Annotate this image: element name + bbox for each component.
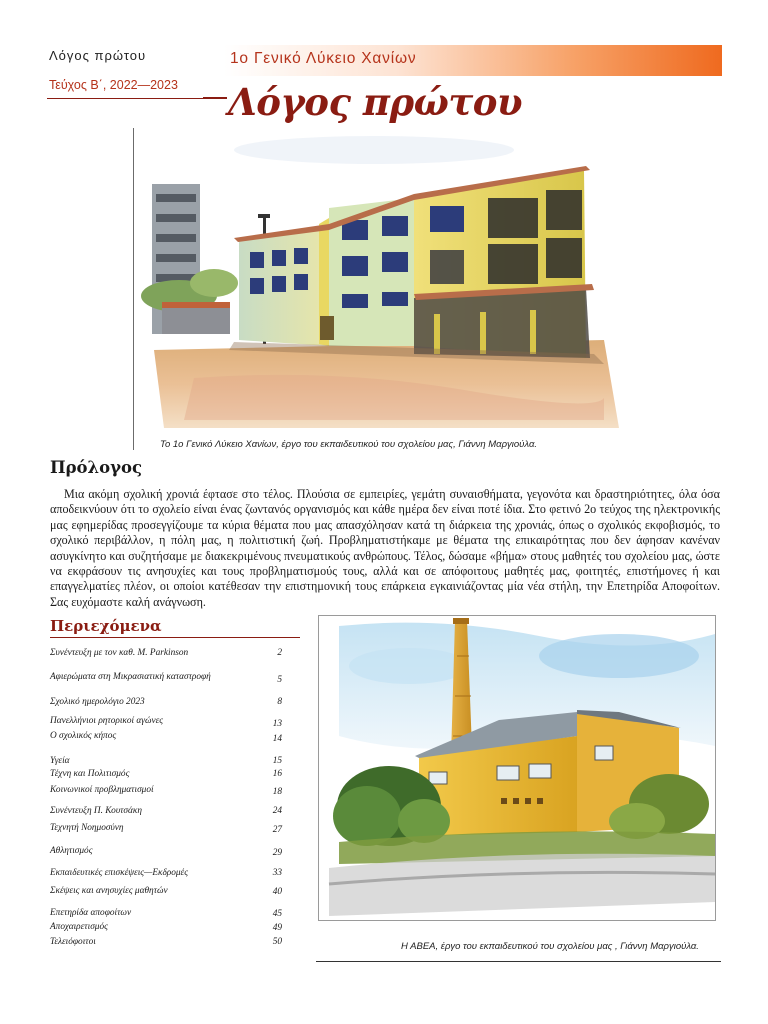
toc-item-page: 18 [272, 787, 282, 797]
toc-item-title: Πανελλήνιοι ρητορικοί αγώνες [50, 716, 164, 726]
toc-item-title: Σκέψεις και ανησυχίες μαθητών [50, 886, 168, 896]
contents-heading: Περιεχόμενα [50, 617, 162, 635]
toc-item-title: Κοινωνικοί προβληματισμοί [50, 785, 154, 795]
toc-item-page: 49 [272, 923, 282, 933]
toc-item-title: Συνέντευξη Π. Κουτσάκη [50, 806, 142, 816]
toc-item-page: 13 [272, 719, 282, 729]
toc-item-title: Επετηρίδα αποφοίτων [50, 908, 132, 918]
toc-item-page: 16 [272, 769, 282, 779]
school-banner-text: 1ο Γενικό Λύκειο Χανίων [230, 50, 417, 67]
toc-item-page: 27 [272, 825, 282, 835]
toc-item-title: Υγεία [50, 756, 70, 766]
toc-item-page: 2 [277, 648, 282, 658]
masthead-title: Λόγος πρώτου [228, 80, 523, 124]
school-building-painting [133, 128, 620, 450]
contents-rule [50, 637, 300, 638]
bottom-figure-caption: Η ΑΒΕΑ, έργο του εκπαιδευτικού του σχολείου μας , Γιάννη Μαργιούλα. [401, 941, 699, 952]
issue-label: Τεύχος Β΄, 2022—2023 [49, 78, 178, 92]
toc-item-title: Τελειόφοιτοι [50, 937, 96, 947]
toc-item-page: 33 [272, 868, 282, 878]
toc-item-page: 40 [272, 887, 282, 897]
toc-item-title: Τέχνη και Πολιτισμός [50, 769, 130, 779]
toc-item-page: 5 [277, 675, 282, 685]
toc-item-page: 24 [272, 806, 282, 816]
toc-item-title: Εκπαιδευτικές επισκέψεις—Εκδρομές [50, 868, 188, 878]
toc-item-title: Σχολικό ημερολόγιο 2023 [50, 697, 145, 707]
header-rule [47, 98, 227, 99]
prologue-body: Μια ακόμη σχολική χρονιά έφτασε στο τέλος. Πλούσια σε εμπειρίες, γεμάτη συναισθήματα, γεγονότα και δραστηριότητες, όλα όσα αποδεικνύουν ότι το σχολείο είναι ένας ζωντανός οργανισμός και κάθε ημέρα δεν είναι ποτέ ίδια. Στο φετινό 2ο τεύχος της ηλεκτρονικής μας εφημερίδας προσεγγίζουμε τα κύρια θέματα που μας απασχόλησαν κατά τη διάρκεια της χρονιάς, όπως ο σχολικός εκφοβισμός, το σχολικό περιβάλλον, η πόλη μας, η πολιτιστική ζωή. Προβληματιστήκαμε με θέματα της επικαιρότητας που δεν άφησαν κανέναν ασυγκίνητο και συζητήσαμε με διακεκριμένους πνευματικούς ανθρώπους. Τέλος, δώσαμε «βήμα» στους μαθητές του σχολείου μας, ώστε να εκφράσουν τις ανησυχίες και τους προβληματισμούς τους, αλλά και σε απόφοιτους μαθητές μας, φοιτητές, επιστήμονες ή και επαγγελματίες πλέον, οι οποίοι κατέθεσαν την επιστημονική τους επάρκεια εγκαινιάζοντας μία νέα στήλη, την Επετηρίδα Αποφοίτων. Σας ευχόμαστε καλή ανάγνωση. [50, 487, 720, 609]
toc-item-page: 29 [272, 848, 282, 858]
bottom-rule [316, 961, 721, 962]
toc-item-title: Τεχνητή Νοημοσύνη [50, 823, 124, 833]
toc-item-title: Αποχαιρετισμός [50, 922, 108, 932]
masthead-dash [203, 97, 227, 99]
toc-item-page: 14 [272, 734, 282, 744]
top-figure-caption: Το 1ο Γενικό Λύκειο Χανίων, έργο του εκπαιδευτικού του σχολείου μας, Γιάννη Μαργιούλα. [160, 439, 538, 450]
toc-item-page: 8 [277, 697, 282, 707]
abea-building-painting [318, 615, 716, 921]
toc-item-title: Αφιερώματα στη Μικρασιατική καταστροφή [50, 672, 211, 682]
toc-item-title: Αθλητισμός [50, 846, 93, 856]
toc-item-title: Ο σχολικός κήπος [50, 731, 117, 741]
prologue-heading: Πρόλογος [50, 458, 143, 477]
toc-item-page: 50 [272, 937, 282, 947]
toc-item-page: 15 [272, 756, 282, 766]
toc-item-page: 45 [272, 909, 282, 919]
toc-item-title: Συνέντευξη με τον καθ. Μ. Parkinson [50, 648, 189, 658]
running-title: Λόγος πρώτου [49, 48, 147, 63]
